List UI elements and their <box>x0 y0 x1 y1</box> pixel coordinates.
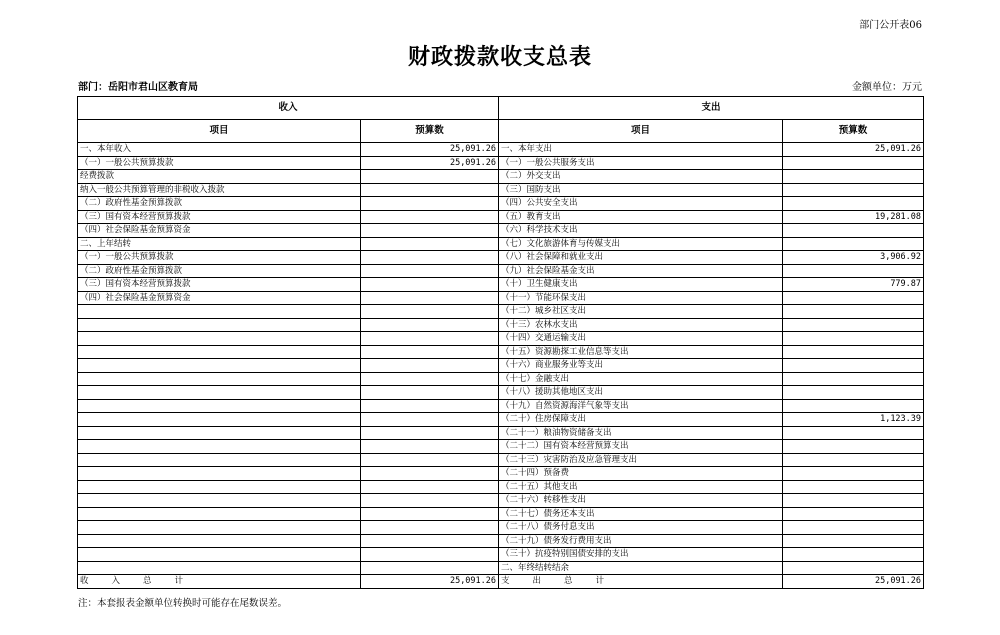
income-item-cell <box>78 399 361 413</box>
expense-budget-cell <box>783 494 924 508</box>
income-item-header: 项目 <box>78 120 361 143</box>
table-row <box>78 183 924 197</box>
income-item-cell <box>78 318 361 332</box>
income-item-cell <box>78 440 361 454</box>
expense-budget-cell <box>783 467 924 481</box>
income-item-cell: （四）社会保险基金预算资金 <box>78 291 361 305</box>
expense-item-cell: （二十二）国有资本经营预算支出 <box>499 440 783 454</box>
table-row <box>78 521 924 535</box>
income-budget-cell <box>361 318 499 332</box>
expense-item-cell: （二十九）债务发行费用支出 <box>499 534 783 548</box>
expense-item-cell: （十）卫生健康支出 <box>499 278 783 292</box>
table-body <box>78 143 924 575</box>
expense-budget-cell <box>783 305 924 319</box>
table-row <box>78 305 924 319</box>
income-budget-cell <box>361 453 499 467</box>
table-row <box>78 440 924 454</box>
income-item-cell <box>78 345 361 359</box>
income-budget-cell <box>361 170 499 184</box>
expense-budget-cell <box>783 534 924 548</box>
expense-item-cell: （三十）抗疫特别国债安排的支出 <box>499 548 783 562</box>
expense-item-cell: （十四）交通运输支出 <box>499 332 783 346</box>
income-item-cell: 一、本年收入 <box>78 143 361 157</box>
income-item-cell: 纳入一般公共预算管理的非税收入拨款 <box>78 183 361 197</box>
expense-item-cell: （三）国防支出 <box>499 183 783 197</box>
expense-budget-cell <box>783 197 924 211</box>
expense-item-cell: （十七）金融支出 <box>499 372 783 386</box>
expense-item-cell: （十九）自然资源海洋气象等支出 <box>499 399 783 413</box>
expense-total-value: 25,091.26 <box>783 575 924 589</box>
expense-budget-cell <box>783 359 924 373</box>
income-budget-cell <box>361 372 499 386</box>
table-row <box>78 156 924 170</box>
income-item-cell: 经费拨款 <box>78 170 361 184</box>
table-row <box>78 345 924 359</box>
table-row <box>78 251 924 265</box>
expense-budget-cell <box>783 440 924 454</box>
table-row <box>78 426 924 440</box>
expense-item-cell: （十六）商业服务业等支出 <box>499 359 783 373</box>
income-budget-cell: 25,091.26 <box>361 156 499 170</box>
income-budget-cell <box>361 332 499 346</box>
income-total-label: 收 入 总 计 <box>78 575 361 589</box>
income-budget-cell <box>361 210 499 224</box>
expense-budget-cell: 25,091.26 <box>783 143 924 157</box>
expense-budget-cell <box>783 372 924 386</box>
form-number: 部门公开表06 <box>859 20 922 31</box>
income-budget-cell <box>361 359 499 373</box>
expense-item-cell: （二十七）债务还本支出 <box>499 507 783 521</box>
income-budget-cell <box>361 494 499 508</box>
expense-item-cell: （五）教育支出 <box>499 210 783 224</box>
unit-label: 金额单位：万元 <box>852 82 922 93</box>
table-row <box>78 224 924 238</box>
expense-budget-cell <box>783 291 924 305</box>
table-row <box>78 494 924 508</box>
income-budget-cell <box>361 467 499 481</box>
expense-budget-cell <box>783 507 924 521</box>
expense-item-cell: （二十四）预备费 <box>499 467 783 481</box>
income-budget-cell <box>361 480 499 494</box>
expense-budget-cell <box>783 183 924 197</box>
footnote: 注：本套报表金额单位转换时可能存在尾数误差。 <box>78 598 288 609</box>
income-item-cell <box>78 480 361 494</box>
expense-budget-cell <box>783 156 924 170</box>
table-row <box>78 210 924 224</box>
expense-budget-cell: 779.87 <box>783 278 924 292</box>
table-row <box>78 372 924 386</box>
table-row <box>78 170 924 184</box>
expense-item-cell: （六）科学技术支出 <box>499 224 783 238</box>
expense-item-cell: （二十八）债务付息支出 <box>499 521 783 535</box>
income-item-cell: （二）政府性基金预算拨款 <box>78 264 361 278</box>
expense-item-cell: （二十一）粮油物资储备支出 <box>499 426 783 440</box>
expense-budget-cell <box>783 264 924 278</box>
income-item-cell <box>78 494 361 508</box>
expense-budget-cell <box>783 386 924 400</box>
income-item-cell: 二、上年结转 <box>78 237 361 251</box>
income-budget-cell <box>361 413 499 427</box>
table-row <box>78 467 924 481</box>
income-budget-cell <box>361 345 499 359</box>
table-row <box>78 332 924 346</box>
expense-item-cell: （七）文化旅游体育与传媒支出 <box>499 237 783 251</box>
expense-item-cell: （二十六）转移性支出 <box>499 494 783 508</box>
department-label: 部门：岳阳市君山区教育局 <box>78 82 198 93</box>
table-row <box>78 197 924 211</box>
expense-budget-cell <box>783 561 924 575</box>
income-item-cell <box>78 507 361 521</box>
expense-item-cell: （九）社会保险基金支出 <box>499 264 783 278</box>
income-budget-cell <box>361 548 499 562</box>
table-row <box>78 386 924 400</box>
budget-table <box>77 96 924 589</box>
income-budget-cell <box>361 183 499 197</box>
expense-total-label: 支 出 总 计 <box>499 575 783 589</box>
expense-budget-cell <box>783 170 924 184</box>
expense-item-cell: （十八）援助其他地区支出 <box>499 386 783 400</box>
expense-header: 支出 <box>499 97 924 120</box>
table-row <box>78 507 924 521</box>
income-budget-cell <box>361 534 499 548</box>
expense-budget-cell: 19,281.08 <box>783 210 924 224</box>
income-header: 收入 <box>78 97 499 120</box>
total-row <box>78 575 924 589</box>
income-budget-cell <box>361 224 499 238</box>
expense-item-cell: （十三）农林水支出 <box>499 318 783 332</box>
income-item-cell: （一）一般公共预算拨款 <box>78 251 361 265</box>
expense-item-cell: （二十）住房保障支出 <box>499 413 783 427</box>
expense-budget-cell <box>783 399 924 413</box>
expense-item-cell: （二）外交支出 <box>499 170 783 184</box>
expense-budget-cell <box>783 345 924 359</box>
income-item-cell: （一）一般公共预算拨款 <box>78 156 361 170</box>
income-budget-header: 预算数 <box>361 120 499 143</box>
table-row <box>78 359 924 373</box>
table-row <box>78 548 924 562</box>
income-budget-cell <box>361 386 499 400</box>
income-item-cell <box>78 521 361 535</box>
table-row <box>78 480 924 494</box>
expense-budget-header: 预算数 <box>783 120 924 143</box>
table-row <box>78 318 924 332</box>
income-budget-cell <box>361 426 499 440</box>
income-item-cell <box>78 359 361 373</box>
expense-item-header: 项目 <box>499 120 783 143</box>
expense-budget-cell: 1,123.39 <box>783 413 924 427</box>
expense-item-cell: （一）一般公共服务支出 <box>499 156 783 170</box>
expense-budget-cell <box>783 332 924 346</box>
income-item-cell: （四）社会保险基金预算资金 <box>78 224 361 238</box>
income-budget-cell <box>361 264 499 278</box>
table-row <box>78 291 924 305</box>
income-item-cell <box>78 561 361 575</box>
expense-item-cell: （十五）资源勘探工业信息等支出 <box>499 345 783 359</box>
income-item-cell: （三）国有资本经营预算拨款 <box>78 278 361 292</box>
expense-item-cell: （八）社会保障和就业支出 <box>499 251 783 265</box>
income-budget-cell <box>361 507 499 521</box>
expense-budget-cell <box>783 480 924 494</box>
expense-item-cell: （十二）城乡社区支出 <box>499 305 783 319</box>
expense-item-cell: （二十五）其他支出 <box>499 480 783 494</box>
page-title: 财政拨款收支总表 <box>407 44 592 70</box>
expense-item-cell: （四）公共安全支出 <box>499 197 783 211</box>
income-item-cell <box>78 305 361 319</box>
expense-item-cell: （十一）节能环保支出 <box>499 291 783 305</box>
income-budget-cell <box>361 237 499 251</box>
income-budget-cell <box>361 399 499 413</box>
income-item-cell <box>78 413 361 427</box>
income-budget-cell <box>361 561 499 575</box>
table-row <box>78 413 924 427</box>
income-budget-cell <box>361 278 499 292</box>
table-row <box>78 143 924 157</box>
expense-budget-cell <box>783 318 924 332</box>
income-item-cell: （二）政府性基金预算拨款 <box>78 197 361 211</box>
income-item-cell <box>78 386 361 400</box>
income-item-cell <box>78 548 361 562</box>
expense-budget-cell <box>783 548 924 562</box>
income-budget-cell <box>361 440 499 454</box>
table-row <box>78 453 924 467</box>
expense-budget-cell: 3,906.92 <box>783 251 924 265</box>
income-budget-cell <box>361 291 499 305</box>
income-item-cell: （三）国有资本经营预算拨款 <box>78 210 361 224</box>
income-item-cell <box>78 534 361 548</box>
expense-item-cell: 一、本年支出 <box>499 143 783 157</box>
income-item-cell <box>78 426 361 440</box>
expense-budget-cell <box>783 224 924 238</box>
expense-budget-cell <box>783 521 924 535</box>
expense-budget-cell <box>783 426 924 440</box>
table-row <box>78 264 924 278</box>
income-total-value: 25,091.26 <box>361 575 499 589</box>
table-row <box>78 237 924 251</box>
income-item-cell <box>78 332 361 346</box>
income-item-cell <box>78 453 361 467</box>
table-row <box>78 561 924 575</box>
income-item-cell <box>78 467 361 481</box>
table-row <box>78 399 924 413</box>
income-budget-cell <box>361 305 499 319</box>
income-budget-cell <box>361 521 499 535</box>
income-budget-cell <box>361 251 499 265</box>
table-row <box>78 534 924 548</box>
table-row <box>78 278 924 292</box>
income-budget-cell <box>361 197 499 211</box>
expense-budget-cell <box>783 453 924 467</box>
expense-budget-cell <box>783 237 924 251</box>
expense-item-cell: 二、年终结转结余 <box>499 561 783 575</box>
expense-item-cell: （二十三）灾害防治及应急管理支出 <box>499 453 783 467</box>
income-budget-cell: 25,091.26 <box>361 143 499 157</box>
income-item-cell <box>78 372 361 386</box>
